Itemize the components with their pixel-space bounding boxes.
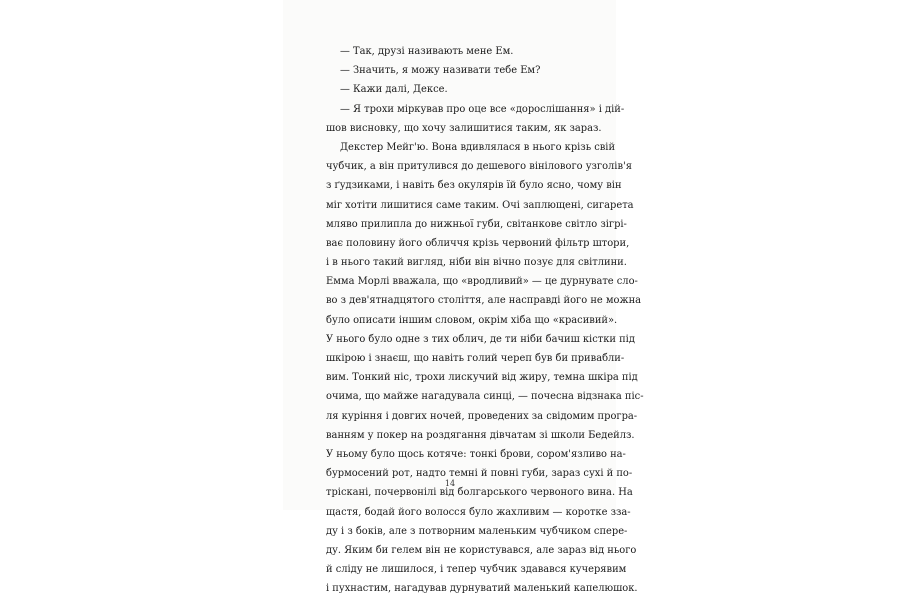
text-line: й сліду не лишилося, і тепер чубчик здавався кучерявим bbox=[326, 564, 627, 576]
text-line: Декстер Мейг'ю. Вона вдивлялася в нього крізь свій bbox=[340, 141, 616, 153]
text-line: шов висновку, що хочу залишитися таким, як зараз. bbox=[326, 122, 602, 134]
text-line: ду і з боків, але з потворним маленьким чубчиком спере- bbox=[326, 525, 628, 537]
text-line: було описати іншим словом, окрім хіба що «красивий». bbox=[326, 314, 618, 326]
text-line: бурмосений рот, надто темні й повні губи, зараз сухі й по- bbox=[326, 468, 633, 480]
text-line: У ньому було щось котяче: тонкі брови, сором'язливо на- bbox=[326, 448, 626, 460]
text-line: — Значить, я можу називати тебе Ем? bbox=[340, 65, 541, 77]
text-line: з ґудзиками, і навіть без окулярів їй було ясно, чому він bbox=[326, 180, 622, 192]
text-line: ванням у покер на роздягання дівчатам зі школи Бедейлз. bbox=[326, 429, 635, 441]
text-line: У нього було одне з тих облич, де ти ніби бачиш кістки під bbox=[326, 333, 635, 345]
text-line: Емма Морлі вважала, що «вродливий» — це дурнувате сло- bbox=[326, 276, 638, 288]
text-line: мляво прилипла до нижньої губи, світанкове світло зігрі- bbox=[326, 218, 627, 230]
text-line: во з дев'ятнадцятого століття, але насправді його не можна bbox=[326, 295, 642, 307]
text-line: очима, що майже нагадувала синці, — почесна відзнака піс- bbox=[326, 391, 644, 403]
text-line: — Так, друзі називають мене Ем. bbox=[340, 46, 514, 57]
text-line: ває половину його обличчя крізь червоний фільтр штори, bbox=[326, 237, 630, 249]
text-line: шкірою і знаєш, що навіть голий череп був би привабли- bbox=[326, 353, 625, 364]
text-line: ля куріння і довгих ночей, проведених за свідомим програ- bbox=[326, 410, 638, 422]
text-line: — Кажи далі, Дексе. bbox=[340, 84, 448, 96]
text-line: і в нього такий вигляд, ніби він вічно позує для світлини. bbox=[326, 257, 627, 269]
text-line: і пухнастим, нагадував дурнуватий маленький капелюшок. bbox=[326, 583, 638, 595]
text-line: чубчик, а він притулився до дешевого вінілового узголів'я bbox=[326, 161, 632, 173]
text-line: трісканi, почервонілі від болгарського червоного вина. На bbox=[326, 487, 633, 499]
text-line: міг хотіти лишитися саме таким. Очі заплющені, сигарета bbox=[326, 199, 634, 211]
body-text bbox=[326, 42, 644, 598]
text-line: щастя, бодай його волосся було жахливим — коротке зза- bbox=[326, 506, 631, 518]
text-line: — Я трохи міркував про оце все «дорослішання» і дій- bbox=[340, 103, 625, 115]
text-line: вим. Тонкий ніс, трохи лискучий від жиру, темна шкіра під bbox=[326, 372, 638, 384]
page-number: 14 bbox=[444, 479, 456, 488]
text-line: ду. Яким би гелем він не користувався, але зараз від нього bbox=[326, 544, 637, 556]
